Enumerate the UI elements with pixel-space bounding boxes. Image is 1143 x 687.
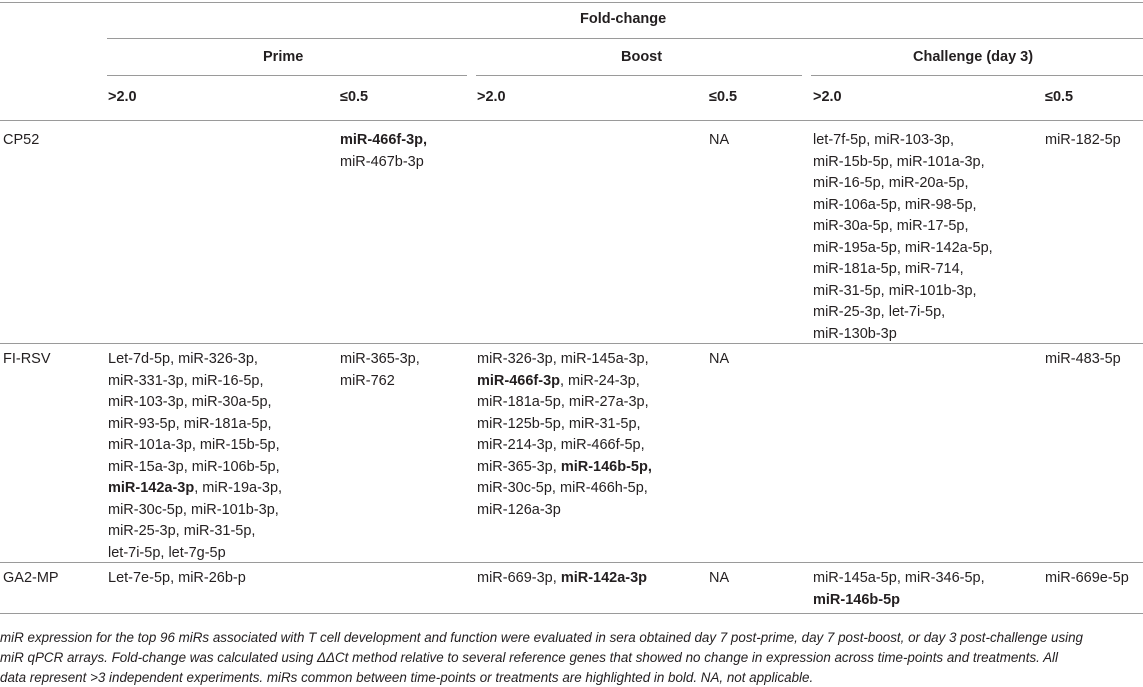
cell-line [108,500,282,522]
cell-line [477,435,652,457]
top-rule [0,2,1143,3]
mirna-text: Let-7d-5p, miR-326-3p, [108,351,258,367]
fold-change-header: Fold-change [580,11,667,27]
subcol-header-prime-down: ≤0.5 [340,89,369,105]
cell-line [108,349,282,371]
cell-ga2-mp-boost-up [477,568,647,590]
cell-line [477,568,647,590]
cell-cp52-challenge-down [1045,130,1121,152]
mirna-text: miR-483-5p [1045,351,1121,367]
bold-mirna: miR-146b-5p [813,591,901,608]
bold-mirna: miR-466f-3p, [340,132,428,148]
mirna-text: miR-106a-5p, miR-98-5p, [813,196,977,213]
mirna-text: miR-30c-5p, miR-466h-5p, [477,480,648,496]
mirna-text: miR-103-3p, miR-30a-5p, [108,394,272,410]
cell-fi-rsv-challenge-down [1045,349,1121,371]
subcol-header-challenge-down: ≤0.5 [1045,89,1074,105]
footnote-line: data represent >3 independent experiments. miRs common between time-points or treatments are highlighted in bold. NA, not applicable. [0,670,814,685]
subcol-header-boost-down: ≤0.5 [709,89,738,105]
cell-line [813,238,993,260]
mirna-text: miR-214-3p, miR-466f-5p, [477,437,645,453]
cell-line [709,349,729,371]
cell-cp52-prime-down [340,130,427,173]
mirna-text: miR-145a-5p, miR-346-5p, [813,570,985,586]
cell-line [709,568,729,590]
cell-fi-rsv-boost-down [709,349,729,371]
mirna-text: miR-365-3p, [340,351,420,367]
boost-rule [476,75,802,76]
mirna-text: NA [709,570,730,586]
mirna-text: miR-331-3p, miR-16-5p, [108,372,264,389]
bold-mirna: miR-466f-3p [477,372,560,389]
cell-line [813,152,993,174]
cell-line [813,195,993,217]
cell-line [108,457,282,479]
cell-ga2-mp-boost-down [709,568,729,590]
mirna-text: miR-181a-5p, miR-714, [813,261,964,277]
mirna-text: let-7f-5p, miR-103-3p, [813,132,955,148]
cell-line [340,130,427,152]
cell-line [340,371,420,393]
cell-line [813,173,993,195]
cell-line [1045,349,1121,371]
cell-line [108,435,282,457]
cell-line [108,414,282,436]
mirna-text: NA [709,132,730,148]
cell-line [477,414,652,436]
challenge-rule [811,75,1143,76]
table-footnote [0,628,1143,687]
cell-line [108,521,282,543]
mirna-text: miR-669e-5p [1045,570,1129,586]
cell-fi-rsv-prime-down [340,349,420,392]
mirna-text: miR-669-3p, [477,570,561,586]
cell-ga2-mp-challenge-down [1045,568,1129,590]
cell-line [477,478,652,500]
bold-mirna: miR-142a-3p [560,570,648,586]
bottom-rule [0,613,1143,614]
cell-line [108,568,246,590]
mirna-text: miR-16-5p, miR-20a-5p, [813,175,969,191]
row-label-cp52: CP52 [3,132,40,148]
mirna-text: miR-101a-3p, miR-15b-5p, [108,437,280,453]
cell-line [813,259,993,281]
mirna-text: Let-7e-5p, miR-26b-p [108,570,246,586]
cell-line [477,371,652,393]
cell-line [813,590,985,612]
cell-line [477,349,652,371]
cell-line [108,392,282,414]
mirna-text: miR-30c-5p, miR-101b-3p, [108,501,279,518]
bold-mirna: miR-142a-3p [108,480,195,496]
cell-line [813,130,993,152]
cell-line [477,392,652,414]
mirna-text: miR-182-5p [1045,132,1121,148]
mirna-text: miR-181a-5p, miR-27a-3p, [477,394,649,410]
cell-line [340,152,427,174]
row-label-fi-rsv: FI-RSV [3,351,51,367]
mirna-text: miR-31-5p, miR-101b-3p, [813,282,977,299]
cell-line [813,281,993,303]
mirna-text: , miR-19a-3p, [194,480,283,496]
mirna-text: miR-93-5p, miR-181a-5p, [108,415,272,432]
cell-line [813,216,993,238]
mirna-text: miR-15b-5p, miR-101a-3p, [813,153,985,170]
mirna-text: miR-25-3p, let-7i-5p, [813,304,946,320]
mirna-text: miR-365-3p, [477,458,561,475]
cell-line [813,324,993,346]
bold-mirna: miR-146b-5p, [560,458,652,475]
mirna-text: miR-30a-5p, miR-17-5p, [813,218,969,234]
prime-rule [107,75,467,76]
subcol-header-boost-up: >2.0 [477,89,506,105]
mirna-text: , miR-24-3p, [560,372,640,389]
cell-cp52-challenge-up [813,130,993,345]
mirna-text: miR-126a-3p [477,501,561,518]
cell-cp52-boost-down [709,130,729,152]
cell-line [813,302,993,324]
mirna-text: miR-25-3p, miR-31-5p, [108,523,256,539]
subcol-header-prime-up: >2.0 [108,89,137,105]
spanner-rule [107,38,1143,39]
group-header-prime: Prime [263,49,304,65]
footnote-line: miR qPCR arrays. Fold-change was calculated using ΔΔCt method relative to several reference genes that showed no change in expression across time-points and treatments. All [0,650,1058,665]
cell-line [813,568,985,590]
mirna-text: NA [709,351,730,367]
footnote-line: miR expression for the top 96 miRs associated with T cell development and function were evaluated in sera obtained day 7 post-prime, day 7 post-boost, or day 3 post-challenge using [0,630,1084,645]
subcol-header-challenge-up: >2.0 [813,89,842,105]
cell-line [477,457,652,479]
cell-line [709,130,729,152]
mirna-text: miR-762 [340,372,395,389]
group-header-challenge: Challenge (day 3) [913,49,1034,65]
cell-ga2-mp-challenge-up [813,568,985,611]
row-label-ga2-mp: GA2-MP [3,570,59,586]
cell-line [340,349,420,371]
cell-line [1045,568,1129,590]
cell-ga2-mp-prime-up [108,568,246,590]
cell-fi-rsv-prime-up [108,349,282,564]
mirna-text: miR-467b-3p [340,153,424,170]
cell-line [477,500,652,522]
cell-fi-rsv-boost-up [477,349,652,521]
mirna-text: miR-326-3p, miR-145a-3p, [477,351,649,367]
cell-line [108,371,282,393]
cell-line [108,543,282,565]
group-header-boost: Boost [621,49,663,65]
mirna-text: miR-125b-5p, miR-31-5p, [477,415,641,432]
cell-line [108,478,282,500]
mirna-text: miR-195a-5p, miR-142a-5p, [813,239,993,256]
header-bottom-rule [0,120,1143,121]
mirna-text: miR-130b-3p [813,325,897,342]
mirna-text: miR-15a-3p, miR-106b-5p, [108,458,280,475]
mirna-text: let-7i-5p, let-7g-5p [108,544,226,561]
cell-line [1045,130,1121,152]
